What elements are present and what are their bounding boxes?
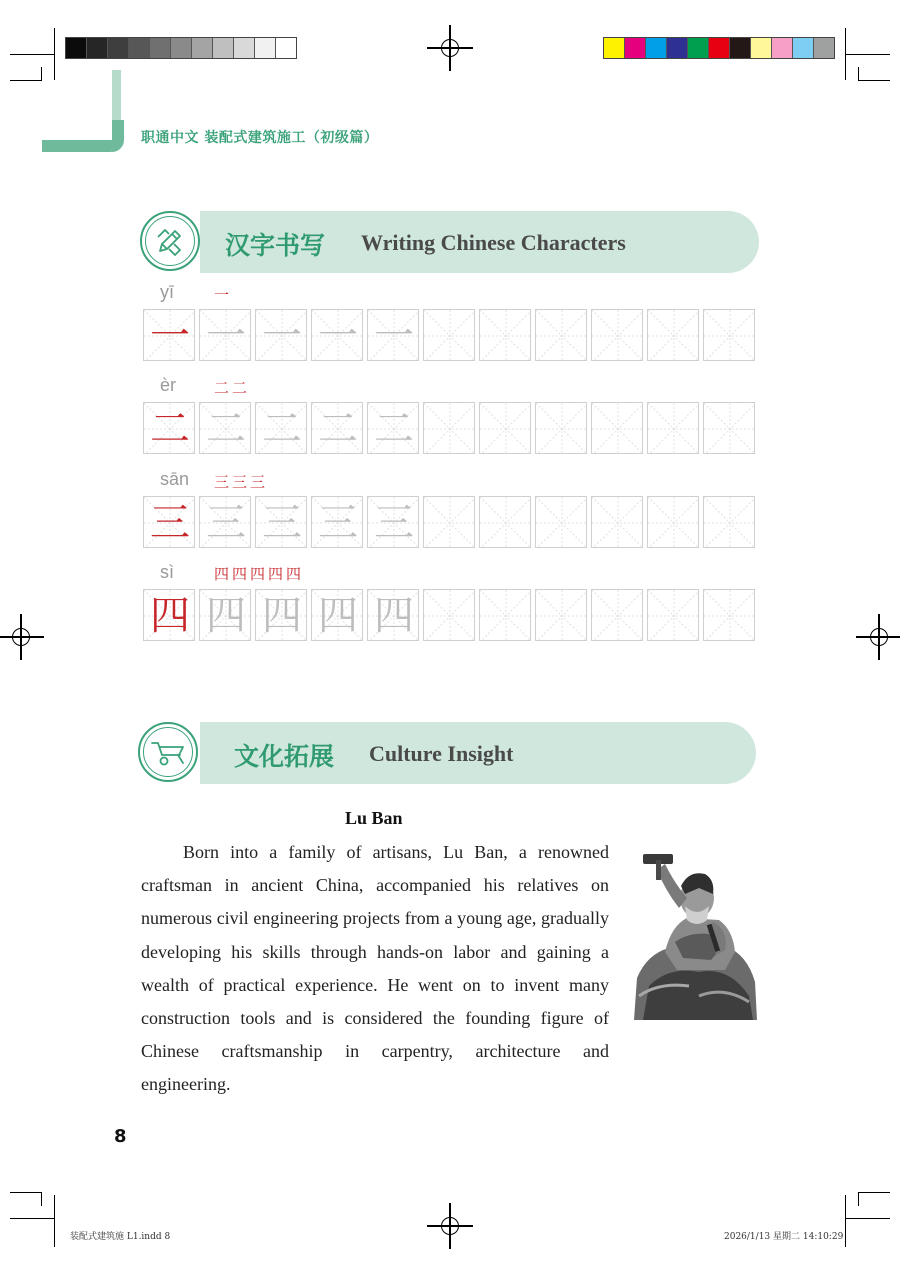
crop-mark <box>858 67 859 81</box>
color-swatch <box>129 38 150 58</box>
wheelbarrow-icon <box>138 722 198 782</box>
blank-practice-cell <box>647 496 699 548</box>
blank-practice-cell <box>703 496 755 548</box>
stroke-order: 四四四四四 <box>214 565 305 583</box>
crop-mark <box>858 1192 890 1193</box>
blank-practice-cell <box>479 402 531 454</box>
trace-character-cell <box>255 496 307 548</box>
blank-practice-cell <box>591 589 643 641</box>
trace-character-cell <box>255 589 307 641</box>
trace-character-cell <box>367 496 419 548</box>
blank-practice-cell <box>703 402 755 454</box>
color-swatch <box>793 38 814 58</box>
blank-practice-cell <box>703 589 755 641</box>
color-swatch <box>772 38 793 58</box>
blank-practice-cell <box>535 402 587 454</box>
color-swatch <box>814 38 834 58</box>
blank-practice-cell <box>647 309 699 361</box>
writing-grid-row <box>143 496 755 548</box>
trace-character-cell <box>367 402 419 454</box>
grid-character: 三 <box>150 500 190 546</box>
color-swatch <box>87 38 108 58</box>
article-body <box>141 836 609 1102</box>
culture-section-title-cn: 文化拓展 <box>234 742 335 771</box>
grid-character: 二 <box>150 406 190 452</box>
slug-right: 2026/1/13 星期二 14:10:29 <box>724 1232 844 1242</box>
crop-mark <box>10 1218 54 1219</box>
crop-mark <box>846 54 890 55</box>
grayscale-color-bar <box>65 37 297 59</box>
pinyin-label: yī <box>160 282 175 302</box>
color-swatch <box>688 38 709 58</box>
trace-character-cell <box>311 402 363 454</box>
grid-character: 二 <box>262 406 302 452</box>
stroke-order: 二二 <box>214 379 251 397</box>
trace-character-cell <box>311 589 363 641</box>
grid-character: 四 <box>206 593 246 639</box>
blank-practice-cell <box>479 496 531 548</box>
color-swatch <box>171 38 192 58</box>
color-swatch <box>108 38 129 58</box>
model-character-cell <box>143 309 195 361</box>
article-title: Lu Ban <box>345 808 403 828</box>
grid-character: 四 <box>262 593 302 639</box>
writing-grid-row <box>143 402 755 454</box>
blank-practice-cell <box>423 589 475 641</box>
grid-character: 三 <box>374 500 414 546</box>
trace-character-cell <box>311 309 363 361</box>
trace-character-cell <box>255 402 307 454</box>
grid-character: 二 <box>206 406 246 452</box>
blank-practice-cell <box>647 402 699 454</box>
blank-practice-cell <box>423 496 475 548</box>
culture-section-title-en: Culture Insight <box>369 741 514 766</box>
grid-character: 四 <box>374 593 414 639</box>
crop-mark <box>10 54 54 55</box>
blank-practice-cell <box>423 309 475 361</box>
trace-character-cell <box>199 402 251 454</box>
crop-mark <box>858 1192 859 1206</box>
grid-character: 二 <box>374 406 414 452</box>
crop-mark <box>845 1195 846 1247</box>
crop-mark <box>10 1192 42 1193</box>
registration-mark-icon <box>8 624 34 650</box>
blank-practice-cell <box>647 589 699 641</box>
pencil-ruler-icon <box>140 211 200 271</box>
color-swatch <box>255 38 276 58</box>
pinyin-label: èr <box>160 375 177 395</box>
color-swatch <box>150 38 171 58</box>
article-paragraph: Born into a family of artisans, Lu Ban, a renowned craftsman in ancient China, accompanied his relatives on numerous civil engineering projects from a young age, gradually developing his skills through hands-on labor and gaining a wealth of practical experience. He went on to invent many construction tools and is considered the founding figure of Chinese craftsmanship in carpentry, architecture and engineering. <box>141 842 609 1095</box>
process-color-bar <box>603 37 835 59</box>
color-swatch <box>625 38 646 58</box>
writing-section-title-en: Writing Chinese Characters <box>361 230 626 255</box>
writing-grid-row <box>143 309 755 361</box>
crop-mark <box>54 1195 55 1247</box>
page-number: 8 <box>114 1126 127 1147</box>
pinyin-label: sān <box>160 469 190 489</box>
crop-mark <box>54 28 55 80</box>
color-swatch <box>192 38 213 58</box>
stroke-order: 三三三 <box>214 473 269 491</box>
writing-grid-row <box>143 589 755 641</box>
blank-practice-cell <box>479 309 531 361</box>
blank-practice-cell <box>591 309 643 361</box>
grid-character: 三 <box>206 500 246 546</box>
blank-practice-cell <box>479 589 531 641</box>
color-swatch <box>66 38 87 58</box>
header-accent-bar <box>42 140 122 152</box>
crop-mark <box>846 1218 890 1219</box>
header-accent-corner <box>112 120 124 152</box>
blank-practice-cell <box>703 309 755 361</box>
registration-mark-icon <box>437 1213 463 1239</box>
registration-mark-icon <box>437 35 463 61</box>
blank-practice-cell <box>535 496 587 548</box>
crop-mark <box>858 80 890 81</box>
grid-character: 一 <box>206 313 246 359</box>
crop-mark <box>41 1192 42 1206</box>
trace-character-cell <box>367 309 419 361</box>
model-character-cell <box>143 589 195 641</box>
stroke-order: 一 <box>214 286 233 304</box>
color-swatch <box>709 38 730 58</box>
crop-mark <box>41 67 42 81</box>
blank-practice-cell <box>591 496 643 548</box>
color-swatch <box>604 38 625 58</box>
lu-ban-statue-image <box>629 846 759 1020</box>
blank-practice-cell <box>423 402 475 454</box>
blank-practice-cell <box>591 402 643 454</box>
grid-character: 一 <box>374 313 414 359</box>
color-swatch <box>667 38 688 58</box>
grid-character: 一 <box>262 313 302 359</box>
model-character-cell <box>143 496 195 548</box>
trace-character-cell <box>367 589 419 641</box>
trace-character-cell <box>255 309 307 361</box>
registration-mark-icon <box>866 624 892 650</box>
model-character-cell <box>143 402 195 454</box>
grid-character: 一 <box>318 313 358 359</box>
color-swatch <box>276 38 296 58</box>
trace-character-cell <box>199 589 251 641</box>
grid-character: 四 <box>150 593 190 639</box>
blank-practice-cell <box>535 309 587 361</box>
blank-practice-cell <box>535 589 587 641</box>
color-swatch <box>730 38 751 58</box>
running-header: 职通中文 装配式建筑施工（初级篇） <box>141 130 379 146</box>
grid-character: 四 <box>318 593 358 639</box>
crop-mark <box>10 80 42 81</box>
grid-character: 三 <box>318 500 358 546</box>
trace-character-cell <box>199 309 251 361</box>
trace-character-cell <box>199 496 251 548</box>
color-swatch <box>751 38 772 58</box>
color-swatch <box>234 38 255 58</box>
slug-left: 装配式建筑施 L1.indd 8 <box>70 1232 171 1242</box>
grid-character: 二 <box>318 406 358 452</box>
grid-character: 一 <box>150 313 190 359</box>
color-swatch <box>213 38 234 58</box>
color-swatch <box>646 38 667 58</box>
writing-section-title-cn: 汉字书写 <box>225 231 326 260</box>
grid-character: 三 <box>262 500 302 546</box>
trace-character-cell <box>311 496 363 548</box>
pinyin-label: sì <box>160 562 175 582</box>
